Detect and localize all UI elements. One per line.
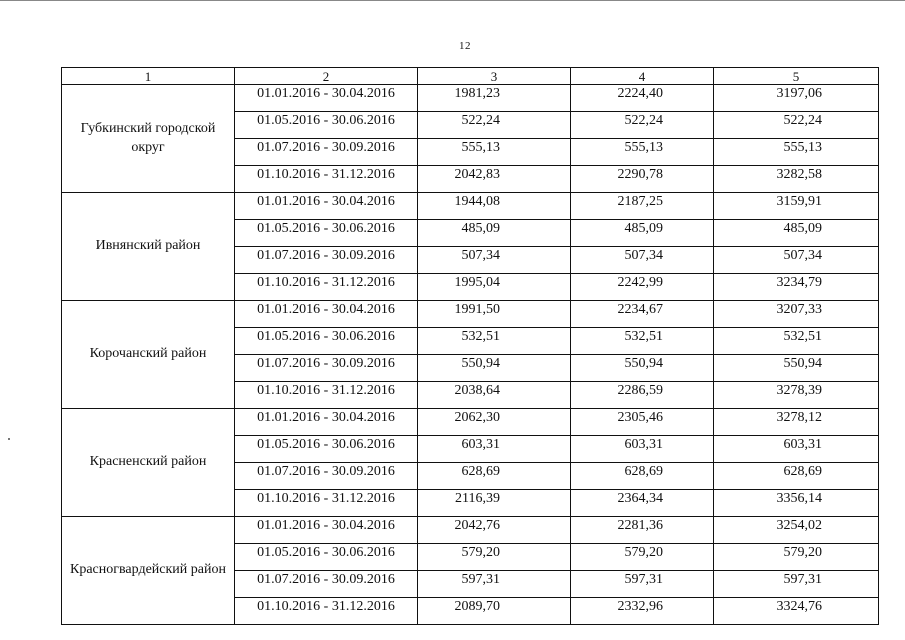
value-cell-col3: 532,51 bbox=[418, 328, 571, 355]
value-cell-col5: 628,69 bbox=[714, 463, 879, 490]
table-row bbox=[62, 409, 879, 436]
column-number-5: 5 bbox=[714, 68, 879, 85]
value-cell-col5: 485,09 bbox=[714, 220, 879, 247]
value-cell-col3: 507,34 bbox=[418, 247, 571, 274]
region-name-cell: Губкинский городской округ bbox=[62, 85, 235, 193]
region-name-cell: Красногвардейский район bbox=[62, 517, 235, 625]
value-cell-col4: 2364,34 bbox=[571, 490, 714, 517]
table-body bbox=[62, 68, 879, 625]
period-cell: 01.10.2016 - 31.12.2016 bbox=[235, 490, 418, 517]
value-cell-col3: 1981,23 bbox=[418, 85, 571, 112]
scan-speck bbox=[8, 438, 10, 440]
value-cell-col5: 3278,39 bbox=[714, 382, 879, 409]
value-cell-col5: 3234,79 bbox=[714, 274, 879, 301]
period-cell: 01.01.2016 - 30.04.2016 bbox=[235, 85, 418, 112]
column-number-4: 4 bbox=[571, 68, 714, 85]
period-cell: 01.10.2016 - 31.12.2016 bbox=[235, 274, 418, 301]
region-name-cell: Корочанский район bbox=[62, 301, 235, 409]
value-cell-col3: 2042,83 bbox=[418, 166, 571, 193]
value-cell-col4: 507,34 bbox=[571, 247, 714, 274]
period-cell: 01.10.2016 - 31.12.2016 bbox=[235, 382, 418, 409]
region-name-cell: Ивнянский район bbox=[62, 193, 235, 301]
value-cell-col4: 2332,96 bbox=[571, 598, 714, 625]
value-cell-col3: 1944,08 bbox=[418, 193, 571, 220]
value-cell-col4: 2305,46 bbox=[571, 409, 714, 436]
value-cell-col3: 1995,04 bbox=[418, 274, 571, 301]
value-cell-col5: 3254,02 bbox=[714, 517, 879, 544]
period-cell: 01.07.2016 - 30.09.2016 bbox=[235, 247, 418, 274]
table-row bbox=[62, 517, 879, 544]
value-cell-col5: 3356,14 bbox=[714, 490, 879, 517]
tariff-table bbox=[61, 67, 879, 625]
value-cell-col4: 603,31 bbox=[571, 436, 714, 463]
value-cell-col3: 522,24 bbox=[418, 112, 571, 139]
value-cell-col5: 550,94 bbox=[714, 355, 879, 382]
period-cell: 01.07.2016 - 30.09.2016 bbox=[235, 355, 418, 382]
period-cell: 01.10.2016 - 31.12.2016 bbox=[235, 598, 418, 625]
value-cell-col3: 2042,76 bbox=[418, 517, 571, 544]
value-cell-col4: 555,13 bbox=[571, 139, 714, 166]
value-cell-col4: 2187,25 bbox=[571, 193, 714, 220]
value-cell-col3: 555,13 bbox=[418, 139, 571, 166]
period-cell: 01.01.2016 - 30.04.2016 bbox=[235, 301, 418, 328]
value-cell-col5: 603,31 bbox=[714, 436, 879, 463]
page-top-rule bbox=[0, 0, 905, 1]
value-cell-col4: 550,94 bbox=[571, 355, 714, 382]
table-row bbox=[62, 193, 879, 220]
value-cell-col4: 2286,59 bbox=[571, 382, 714, 409]
value-cell-col4: 2242,99 bbox=[571, 274, 714, 301]
column-number-row bbox=[62, 68, 879, 85]
column-number-1: 1 bbox=[62, 68, 235, 85]
period-cell: 01.07.2016 - 30.09.2016 bbox=[235, 463, 418, 490]
period-cell: 01.05.2016 - 30.06.2016 bbox=[235, 220, 418, 247]
value-cell-col5: 555,13 bbox=[714, 139, 879, 166]
value-cell-col5: 3207,33 bbox=[714, 301, 879, 328]
value-cell-col5: 507,34 bbox=[714, 247, 879, 274]
value-cell-col3: 579,20 bbox=[418, 544, 571, 571]
table-row bbox=[62, 301, 879, 328]
value-cell-col5: 3278,12 bbox=[714, 409, 879, 436]
page-number: 12 bbox=[459, 40, 471, 52]
period-cell: 01.05.2016 - 30.06.2016 bbox=[235, 544, 418, 571]
value-cell-col3: 2038,64 bbox=[418, 382, 571, 409]
value-cell-col4: 2224,40 bbox=[571, 85, 714, 112]
table-row bbox=[62, 85, 879, 112]
value-cell-col4: 485,09 bbox=[571, 220, 714, 247]
period-cell: 01.05.2016 - 30.06.2016 bbox=[235, 436, 418, 463]
value-cell-col4: 597,31 bbox=[571, 571, 714, 598]
value-cell-col5: 3159,91 bbox=[714, 193, 879, 220]
column-number-3: 3 bbox=[418, 68, 571, 85]
period-cell: 01.01.2016 - 30.04.2016 bbox=[235, 409, 418, 436]
value-cell-col3: 550,94 bbox=[418, 355, 571, 382]
value-cell-col3: 597,31 bbox=[418, 571, 571, 598]
period-cell: 01.07.2016 - 30.09.2016 bbox=[235, 139, 418, 166]
period-cell: 01.10.2016 - 31.12.2016 bbox=[235, 166, 418, 193]
period-cell: 01.05.2016 - 30.06.2016 bbox=[235, 112, 418, 139]
value-cell-col3: 2089,70 bbox=[418, 598, 571, 625]
value-cell-col3: 485,09 bbox=[418, 220, 571, 247]
value-cell-col3: 2062,30 bbox=[418, 409, 571, 436]
value-cell-col4: 522,24 bbox=[571, 112, 714, 139]
column-number-2: 2 bbox=[235, 68, 418, 85]
value-cell-col4: 579,20 bbox=[571, 544, 714, 571]
value-cell-col4: 2281,36 bbox=[571, 517, 714, 544]
value-cell-col3: 1991,50 bbox=[418, 301, 571, 328]
value-cell-col4: 628,69 bbox=[571, 463, 714, 490]
period-cell: 01.07.2016 - 30.09.2016 bbox=[235, 571, 418, 598]
value-cell-col5: 532,51 bbox=[714, 328, 879, 355]
value-cell-col4: 2290,78 bbox=[571, 166, 714, 193]
period-cell: 01.01.2016 - 30.04.2016 bbox=[235, 193, 418, 220]
value-cell-col5: 579,20 bbox=[714, 544, 879, 571]
value-cell-col4: 532,51 bbox=[571, 328, 714, 355]
value-cell-col3: 2116,39 bbox=[418, 490, 571, 517]
value-cell-col3: 603,31 bbox=[418, 436, 571, 463]
period-cell: 01.05.2016 - 30.06.2016 bbox=[235, 328, 418, 355]
value-cell-col5: 597,31 bbox=[714, 571, 879, 598]
value-cell-col4: 2234,67 bbox=[571, 301, 714, 328]
value-cell-col5: 3282,58 bbox=[714, 166, 879, 193]
region-name-cell: Красненский район bbox=[62, 409, 235, 517]
value-cell-col3: 628,69 bbox=[418, 463, 571, 490]
period-cell: 01.01.2016 - 30.04.2016 bbox=[235, 517, 418, 544]
value-cell-col5: 522,24 bbox=[714, 112, 879, 139]
value-cell-col5: 3324,76 bbox=[714, 598, 879, 625]
value-cell-col5: 3197,06 bbox=[714, 85, 879, 112]
